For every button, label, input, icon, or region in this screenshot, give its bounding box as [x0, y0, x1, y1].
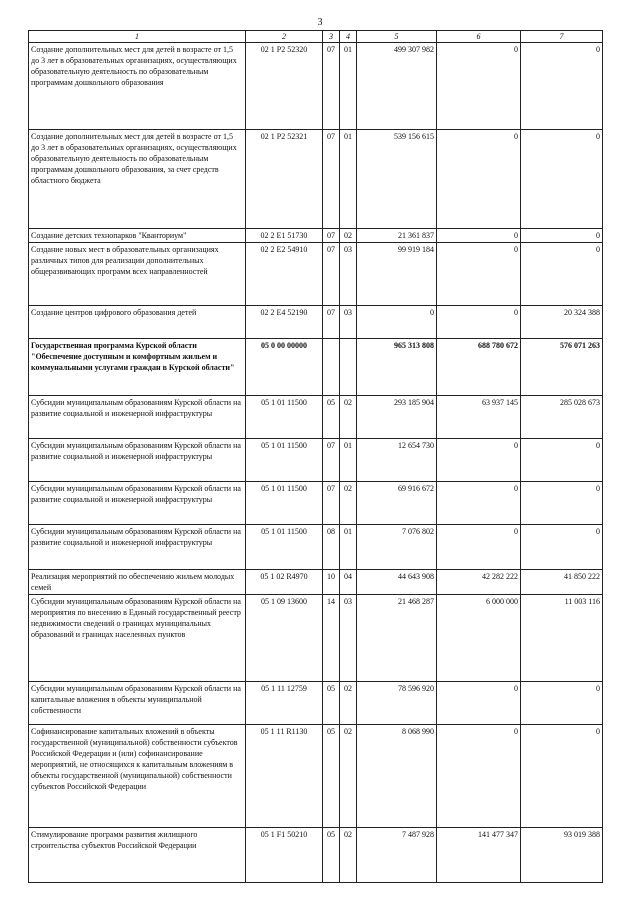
page-number: 3: [317, 17, 323, 28]
row-code: 02 2 E4 52190: [246, 306, 323, 339]
row-code: 05 0 00 00000: [246, 339, 323, 396]
table-row: [29, 570, 603, 595]
row-amount-1: 499 307 982: [357, 43, 437, 130]
row-amount-1: 69 916 672: [357, 482, 437, 525]
row-amount-2: 0: [437, 229, 521, 243]
row-name: Субсидии муниципальным образованиям Курской области на мероприятия по внесению в Единый государственный реестр недвижимости сведений о границах муниципальных образований и границах населенных пунктов: [29, 595, 246, 682]
row-subsection: 02: [340, 229, 357, 243]
row-name: Создание дополнительных мест для детей в возрасте от 1,5 до 3 лет в образовательных организациях, осуществляющих образовательную деятельность по образовательным программам дошкольного образования: [29, 43, 246, 130]
row-code: 05 1 02 R4970: [246, 570, 323, 595]
row-subsection: 02: [340, 682, 357, 725]
row-subsection: 03: [340, 306, 357, 339]
row-amount-3: 0: [521, 525, 603, 570]
row-amount-1: 12 654 730: [357, 439, 437, 482]
row-name: Реализация мероприятий по обеспечению жильем молодых семей: [29, 570, 246, 595]
col-header: 7: [521, 31, 603, 43]
row-name: Создание центров цифрового образования детей: [29, 306, 246, 339]
col-header: 2: [246, 31, 323, 43]
row-code: 02 2 E1 51730: [246, 229, 323, 243]
row-subsection: 03: [340, 243, 357, 306]
row-amount-1: 7 076 802: [357, 525, 437, 570]
row-code: 05 1 11 12759: [246, 682, 323, 725]
row-section: 07: [323, 439, 340, 482]
col-header: 4: [340, 31, 357, 43]
row-section: 05: [323, 828, 340, 883]
col-header: 5: [357, 31, 437, 43]
row-subsection: 01: [340, 130, 357, 229]
row-name: Субсидии муниципальным образованиям Курской области на развитие социальной и инженерной инфраструктуры: [29, 482, 246, 525]
table-row: [29, 682, 603, 725]
row-section: 08: [323, 525, 340, 570]
row-name: Государственная программа Курской области "Обеспечение доступным и комфортным жильем и коммунальными услугами граждан в Курской области": [29, 339, 246, 396]
row-amount-3: 576 071 263: [521, 339, 603, 396]
row-amount-3: 11 003 116: [521, 595, 603, 682]
row-code: 05 1 01 11500: [246, 482, 323, 525]
row-amount-2: 141 477 347: [437, 828, 521, 883]
row-subsection: 01: [340, 43, 357, 130]
row-name: Субсидии муниципальным образованиям Курской области на капитальные вложения в объекты муниципальной собственности: [29, 682, 246, 725]
row-amount-1: 293 185 904: [357, 396, 437, 439]
row-amount-1: 8 068 990: [357, 725, 437, 828]
row-amount-3: 0: [521, 482, 603, 525]
table-row: [29, 595, 603, 682]
row-amount-2: 0: [437, 130, 521, 229]
row-amount-1: 965 313 808: [357, 339, 437, 396]
table-row: [29, 130, 603, 229]
col-header: 3: [323, 31, 340, 43]
row-section: 07: [323, 229, 340, 243]
row-amount-2: 6 000 000: [437, 595, 521, 682]
row-amount-1: 78 596 920: [357, 682, 437, 725]
row-name: Создание дополнительных мест для детей в возрасте от 1,5 до 3 лет в образовательных организациях, осуществляющих образовательную деятельность по образовательным программам дошкольного образования, за счет средств областного бюджета: [29, 130, 246, 229]
row-amount-3: 0: [521, 130, 603, 229]
row-section: [323, 339, 340, 396]
row-name: Создание новых мест в образовательных организациях различных типов для реализации дополнительных общеразвивающих программ всех направленностей: [29, 243, 246, 306]
row-amount-3: 20 324 388: [521, 306, 603, 339]
row-subsection: 02: [340, 725, 357, 828]
row-amount-2: 0: [437, 439, 521, 482]
row-amount-2: 63 937 145: [437, 396, 521, 439]
row-section: 14: [323, 595, 340, 682]
row-section: 07: [323, 43, 340, 130]
table-row: [29, 396, 603, 439]
row-subsection: 04: [340, 570, 357, 595]
row-name: Софинансирование капитальных вложений в объекты государственной (муниципальной) собственности субъектов Российской Федерации и (или) софинансирование мероприятий, не относящихся к капитальным вложениям в объекты государственной (муниципальной) собственности субъектов Российской Федерации: [29, 725, 246, 828]
row-subsection: 03: [340, 595, 357, 682]
row-subsection: 01: [340, 525, 357, 570]
row-code: 02 1 P2 52320: [246, 43, 323, 130]
table-row: [29, 306, 603, 339]
row-amount-3: 0: [521, 439, 603, 482]
row-subsection: 02: [340, 482, 357, 525]
row-amount-1: 0: [357, 306, 437, 339]
row-amount-3: 0: [521, 229, 603, 243]
row-subsection: 01: [340, 439, 357, 482]
table-row: [29, 725, 603, 828]
row-amount-1: 21 468 287: [357, 595, 437, 682]
row-name: Субсидии муниципальным образованиям Курской области на развитие социальной и инженерной инфраструктуры: [29, 396, 246, 439]
row-section: 05: [323, 725, 340, 828]
row-section: 07: [323, 482, 340, 525]
row-code: 02 1 P2 52321: [246, 130, 323, 229]
col-header: 1: [29, 31, 246, 43]
row-amount-3: 93 019 388: [521, 828, 603, 883]
table-row: [29, 525, 603, 570]
row-amount-2: 0: [437, 482, 521, 525]
row-amount-2: 0: [437, 525, 521, 570]
row-amount-3: 285 028 673: [521, 396, 603, 439]
row-amount-2: 0: [437, 682, 521, 725]
row-amount-2: 688 780 672: [437, 339, 521, 396]
row-amount-2: 0: [437, 306, 521, 339]
row-amount-2: 42 282 222: [437, 570, 521, 595]
row-amount-3: 41 850 222: [521, 570, 603, 595]
row-subsection: [340, 339, 357, 396]
row-amount-1: 7 487 928: [357, 828, 437, 883]
row-section: 05: [323, 396, 340, 439]
row-amount-2: 0: [437, 725, 521, 828]
header-row: [29, 31, 603, 43]
table-row: [29, 439, 603, 482]
table-row: [29, 339, 603, 396]
row-section: 05: [323, 682, 340, 725]
row-section: 10: [323, 570, 340, 595]
table-row: [29, 828, 603, 883]
table-row: [29, 243, 603, 306]
row-subsection: 02: [340, 396, 357, 439]
row-code: 05 1 01 11500: [246, 396, 323, 439]
row-section: 07: [323, 130, 340, 229]
table-row: [29, 43, 603, 130]
row-amount-2: 0: [437, 43, 521, 130]
row-amount-3: 0: [521, 682, 603, 725]
row-name: Субсидии муниципальным образованиям Курской области на развитие социальной и инженерной инфраструктуры: [29, 525, 246, 570]
row-name: Субсидии муниципальным образованиям Курской области на развитие социальной и инженерной инфраструктуры: [29, 439, 246, 482]
row-amount-3: 0: [521, 243, 603, 306]
row-amount-1: 539 156 615: [357, 130, 437, 229]
row-section: 07: [323, 306, 340, 339]
row-code: 05 1 F1 50210: [246, 828, 323, 883]
row-amount-1: 44 643 908: [357, 570, 437, 595]
col-header: 6: [437, 31, 521, 43]
row-code: 02 2 E2 54910: [246, 243, 323, 306]
budget-table: [28, 30, 603, 883]
row-name: Стимулирование программ развития жилищного строительства субъектов Российской Федерации: [29, 828, 246, 883]
row-code: 05 1 01 11500: [246, 525, 323, 570]
row-amount-1: 21 361 837: [357, 229, 437, 243]
row-amount-1: 99 919 184: [357, 243, 437, 306]
row-amount-3: 0: [521, 725, 603, 828]
row-amount-3: 0: [521, 43, 603, 130]
row-code: 05 1 01 11500: [246, 439, 323, 482]
row-code: 05 1 11 R1130: [246, 725, 323, 828]
table-row: [29, 229, 603, 243]
row-amount-2: 0: [437, 243, 521, 306]
row-code: 05 1 09 13600: [246, 595, 323, 682]
row-section: 07: [323, 243, 340, 306]
table-row: [29, 482, 603, 525]
row-subsection: 02: [340, 828, 357, 883]
row-name: Создание детских технопарков "Кванториум": [29, 229, 246, 243]
